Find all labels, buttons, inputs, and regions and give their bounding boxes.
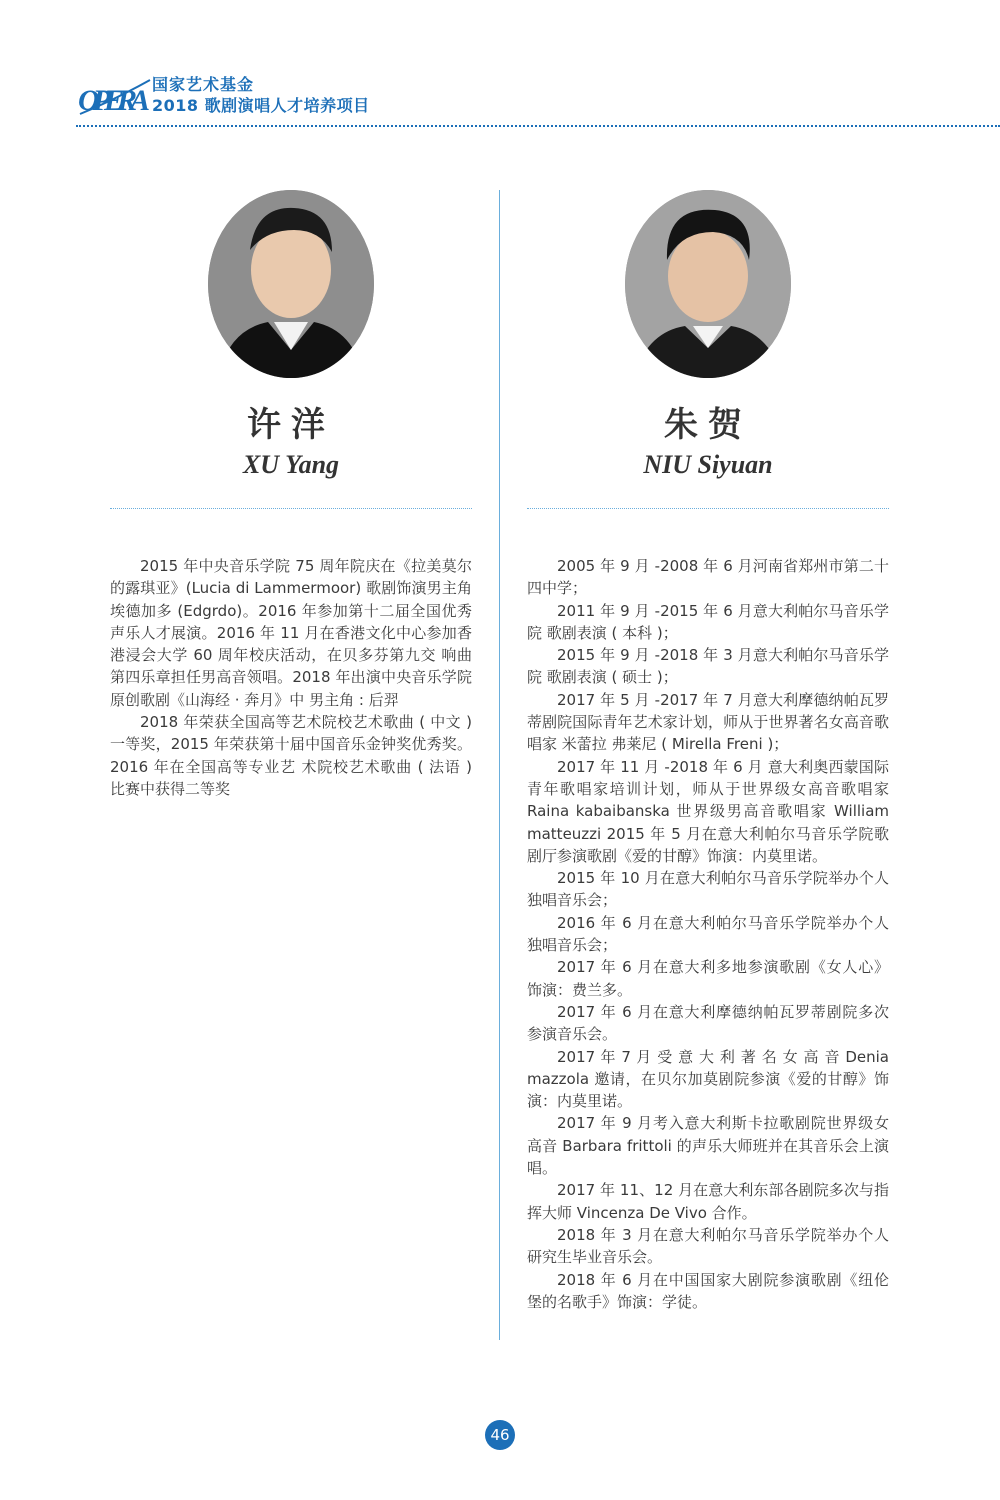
name-divider <box>527 508 889 509</box>
person-name-english: XU Yang <box>242 450 340 479</box>
person-profile-zhu-he <box>527 190 889 1313</box>
bio-paragraph: 2017 年 9 月考入意大利斯卡拉歌剧院世界级女高音 Barbara frittoli 的声乐大师班并在其音乐会上演唱。 <box>527 1114 889 1178</box>
page-header <box>0 0 1000 130</box>
person-profile-xu-yang <box>110 190 472 800</box>
bio-paragraph: 2018 年 6 月在中国国家大剧院参演歌剧《纽伦堡的名歌手》饰演：学徒。 <box>527 1270 889 1311</box>
bio-paragraph: 2015 年中央音乐学院 75 周年院庆在《拉美莫尔的露琪亚》(Lucia di Lammermoor) 歌剧饰演男主角埃德加多 (Edgrdo)。2016 年参加第十二届全国优秀声乐人才展演。2016 年 11 月在香港文化中心参加香港浸会大学 60 周年校庆活动，在贝多芬第九交 响曲第四乐章担任男高音领唱。2018 年出演中央音乐学院原创歌剧《山海经 · 奔月》中 男主角 : 后羿 <box>110 557 472 709</box>
bio-paragraph: 2018 年荣获全国高等艺术院校艺术歌曲 ( 中文 ) 一等奖，2015 年荣获第十届中国音乐金钟奖优秀奖。2016 年在全国高等专业艺 术院校艺术歌曲 ( 法语 ) 比赛中获得二等奖 <box>110 713 472 798</box>
bio-paragraph: 2017 年 7 月 受 意 大 利 著 名 女 高 音 Denia mazzola 邀请，在贝尔加莫剧院参演《爱的甘醇》饰演：内莫里诺。 <box>527 1047 889 1111</box>
person-name-english: NIU Siyuan <box>643 450 773 479</box>
portrait-photo <box>208 190 374 378</box>
person-name-chinese: 朱贺 <box>664 405 752 445</box>
bio-paragraph: 2015 年 10 月在意大利帕尔马音乐学院举办个人独唱音乐会； <box>527 869 889 910</box>
name-divider <box>110 508 472 509</box>
logo-text: OPERA <box>78 84 150 117</box>
person-name-chinese: 许洋 <box>247 405 335 445</box>
bio-paragraph: 2018 年 3 月在意大利帕尔马音乐学院举办个人研究生毕业音乐会。 <box>527 1225 889 1267</box>
header-line-1: 国家艺术基金 <box>152 75 255 94</box>
opera-logo-icon <box>76 70 152 118</box>
header-title <box>152 74 370 116</box>
page-number-badge: 46 <box>485 1420 515 1450</box>
bio-paragraph: 2017 年 6 月在意大利摩德纳帕瓦罗蒂剧院多次参演音乐会。 <box>527 1002 889 1044</box>
bio-paragraph: 2005 年 9 月 -2008 年 6 月河南省郑州市第二十四中学； <box>527 557 889 598</box>
bio-paragraph: 2017 年 6 月在意大利多地参演歌剧《女人心》饰演：费兰多。 <box>527 958 889 999</box>
bio-paragraph: 2017 年 5 月 -2017 年 7 月意大利摩德纳帕瓦罗蒂剧院国际青年艺术家计划，师从于世界著名女高音歌唱家 米蕾拉 弗莱尼 ( Mirella Freni )； <box>527 690 889 754</box>
header-line-2: 2018 歌剧演唱人才培养项目 <box>152 96 370 115</box>
header-divider <box>76 125 1000 127</box>
biography <box>110 555 472 800</box>
portrait-photo <box>625 190 791 378</box>
column-divider <box>499 190 500 1340</box>
bio-paragraph: 2016 年 6 月在意大利帕尔马音乐学院举办个人独唱音乐会； <box>527 913 889 955</box>
bio-paragraph: 2017 年 11、12 月在意大利东部各剧院多次与指挥大师 Vincenza De Vivo 合作。 <box>527 1181 889 1222</box>
biography <box>527 555 889 1313</box>
bio-paragraph: 2015 年 9 月 -2018 年 3 月意大利帕尔马音乐学院 歌剧表演 ( 硕士 )； <box>527 646 889 687</box>
bio-paragraph: 2011 年 9 月 -2015 年 6 月意大利帕尔马音乐学院 歌剧表演 ( 本科 )； <box>527 601 889 642</box>
bio-paragraph: 2017 年 11 月 -2018 年 6 月 意大利奥西蒙国际青年歌唱家培训计划，师从于世界级女高音歌唱家 Raina kabaibanska 世界级男高音歌唱家 William matteuzzi 2015 年 5 月在意大利帕尔马音乐学院歌剧厅参演歌剧《爱的甘醇》饰演：内莫里诺。 <box>527 757 889 865</box>
